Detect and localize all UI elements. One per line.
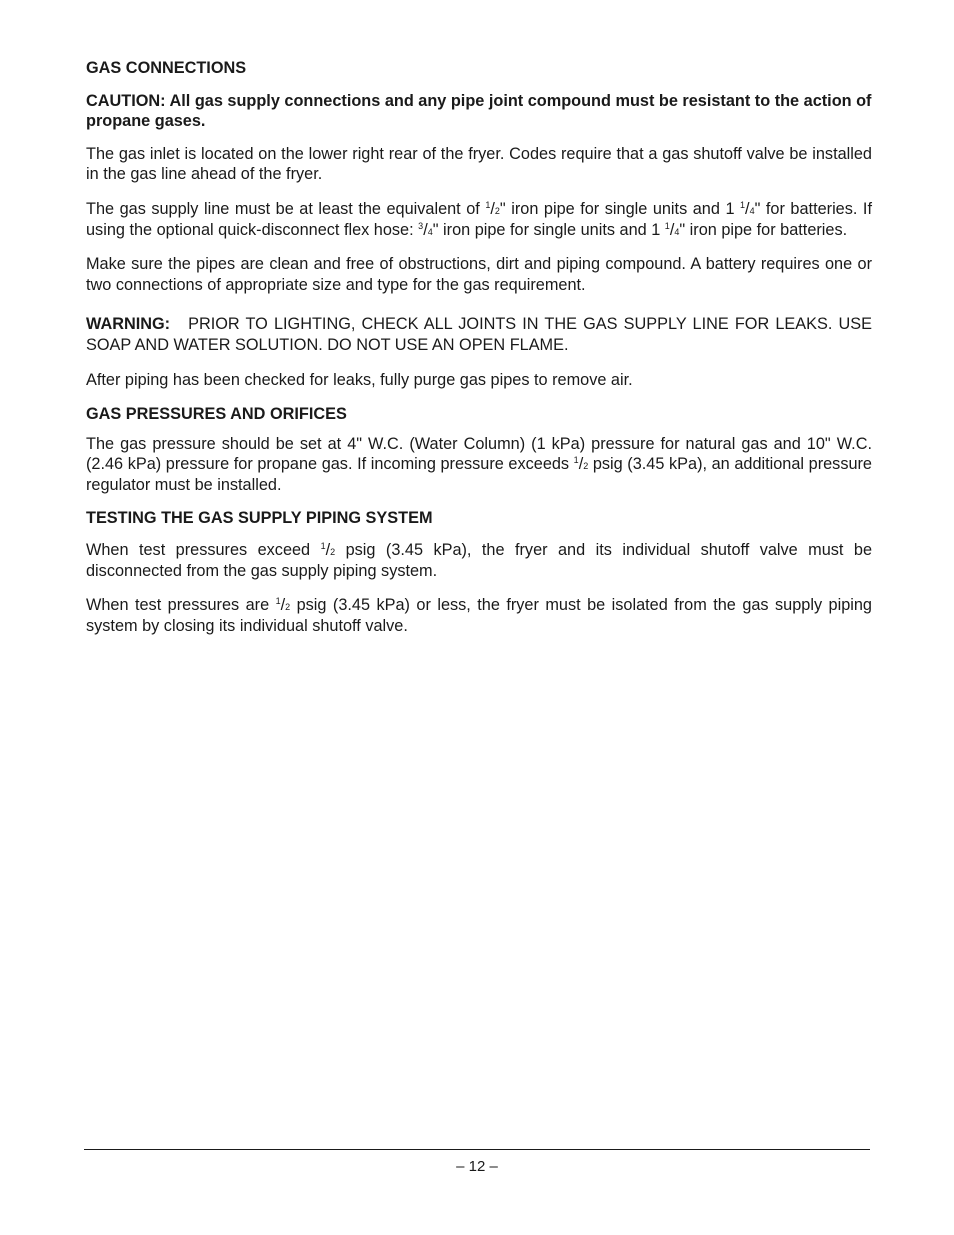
warning-text: PRIOR TO LIGHTING, CHECK ALL JOINTS IN THE GAS SUPPLY LINE FOR LEAKS. USE SOAP AND WATER SOLUTION. DO NOT USE AN OPEN FLAME. — [86, 315, 872, 354]
paragraph-purge: After piping has been checked for leaks, fully purge gas pipes to remove air. — [86, 370, 633, 389]
paragraph-gas-inlet: The gas inlet is located on the lower right rear of the fryer. Codes require that a gas shutoff valve be installed in the gas line ahead of the fryer. — [86, 144, 872, 184]
fraction-one-half: $^1$/2 — [320, 541, 336, 560]
section-title-testing: TESTING THE GAS SUPPLY PIPING SYSTEM — [86, 508, 433, 527]
paragraph-test-less: When test pressures are $^1$/2 psig (3.45 kPa) or less, the fryer must be isolated from the gas supply piping system by closing its individual shutoff valve. — [86, 596, 872, 635]
paragraph-gas-pressure: The gas pressure should be set at 4" W.C. (Water Column) (1 kPa) pressure for natural gas and 10" W.C. (2.46 kPa) pressure for propane gas. If incoming pressure exceeds $^1$/2 psig (3.45 kPa), an additional pressure regulator must be installed. — [86, 434, 872, 494]
paragraph-clean-pipes: Make sure the pipes are clean and free of obstructions, dirt and piping compound. A battery requires one or two connections of appropriate size and type for the gas requirement. — [86, 255, 872, 294]
section-title-gas-pressures: GAS PRESSURES AND ORIFICES — [86, 405, 347, 424]
footer-divider — [84, 1149, 870, 1150]
fraction-one-quarter: $^1$/4 — [664, 220, 680, 239]
fraction-one-half: $^1$/2 — [485, 199, 500, 218]
fraction-one-half: $^1$/2 — [573, 455, 589, 474]
page-number: – 12 – — [456, 1158, 498, 1175]
document-body — [86, 58, 872, 636]
paragraph-gas-supply-line: The gas supply line must be at least the equivalent of $^1$/2" iron pipe for single units and 1 $^1$/4" for batteries. If using the optional quick-disconnect flex hose: $^3$/4" iron pipe for single units and 1 $^1$/4" iron pipe for batteries. — [86, 199, 872, 239]
fraction-three-quarters: $^3$/4 — [418, 220, 433, 239]
fraction-one-quarter: $^1$/4 — [740, 199, 755, 218]
paragraph-test-exceed: When test pressures exceed $^1$/2 psig (3.45 kPa), the fryer and its individual shutoff valve must be disconnected from the gas supply piping system. — [86, 541, 872, 580]
warning-label: WARNING: — [86, 315, 171, 334]
fraction-one-half: $^1$/2 — [275, 596, 291, 615]
section-title-gas-connections: GAS CONNECTIONS — [86, 59, 247, 77]
warning-note — [86, 314, 872, 355]
caution-note: CAUTION: All gas supply connections and any pipe joint compound must be resistant to the action of propane gases. — [86, 91, 872, 131]
